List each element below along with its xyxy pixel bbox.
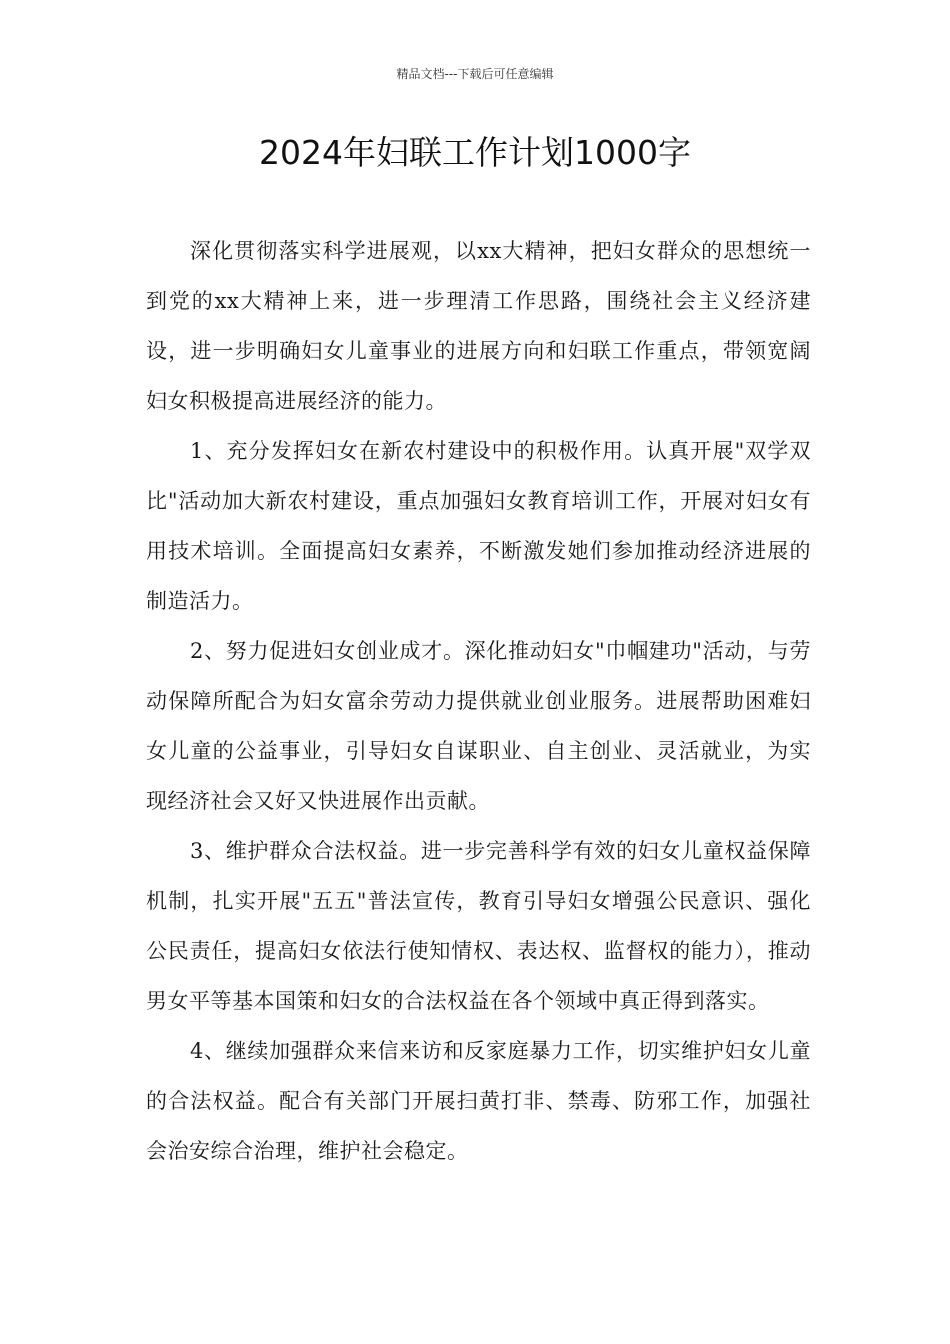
- document-title: 2024年妇联工作计划1000字: [259, 133, 691, 172]
- paragraph-item-3: 3、维护群众合法权益。进一步完善科学有效的妇女儿童权益保障机制，扎实开展"五五"普法宣传，教育引导妇女增强公民意识、强化公民责任，提高妇女依法行使知情权、表达权、监督权的能力），推动男女平等基本国策和妇女的合法权益在各个领域中真正得到落实。: [146, 839, 811, 1013]
- header-note: 精品文档---下载后可任意编辑: [396, 67, 554, 81]
- paragraph-item-1: 1、充分发挥妇女在新农村建设中的积极作用。认真开展"双学双比"活动加大新农村建设，重点加强妇女教育培训工作，开展对妇女有用技术培训。全面提高妇女素养，不断激发她们参加推动经济进展的制造活力。: [146, 439, 811, 613]
- paragraph-intro: 深化贯彻落实科学进展观，以xx大精神，把妇女群众的思想统一到党的xx大精神上来，进一步理清工作思路，围绕社会主义经济建设，进一步明确妇女儿童事业的进展方向和妇联工作重点，带领宽阔妇女积极提高进展经济的能力。: [146, 239, 811, 413]
- document-body: [146, 226, 811, 1176]
- paragraph-item-2: 2、努力促进妇女创业成才。深化推动妇女"巾帼建功"活动，与劳动保障所配合为妇女富余劳动力提供就业创业服务。进展帮助困难妇女儿童的公益事业，引导妇女自谋职业、自主创业、灵活就业，为实现经济社会又好又快进展作出贡献。: [146, 639, 811, 813]
- paragraph-item-4: 4、继续加强群众来信来访和反家庭暴力工作，切实维护妇女儿童的合法权益。配合有关部门开展扫黄打非、禁毒、防邪工作，加强社会治安综合治理，维护社会稳定。: [146, 1039, 811, 1163]
